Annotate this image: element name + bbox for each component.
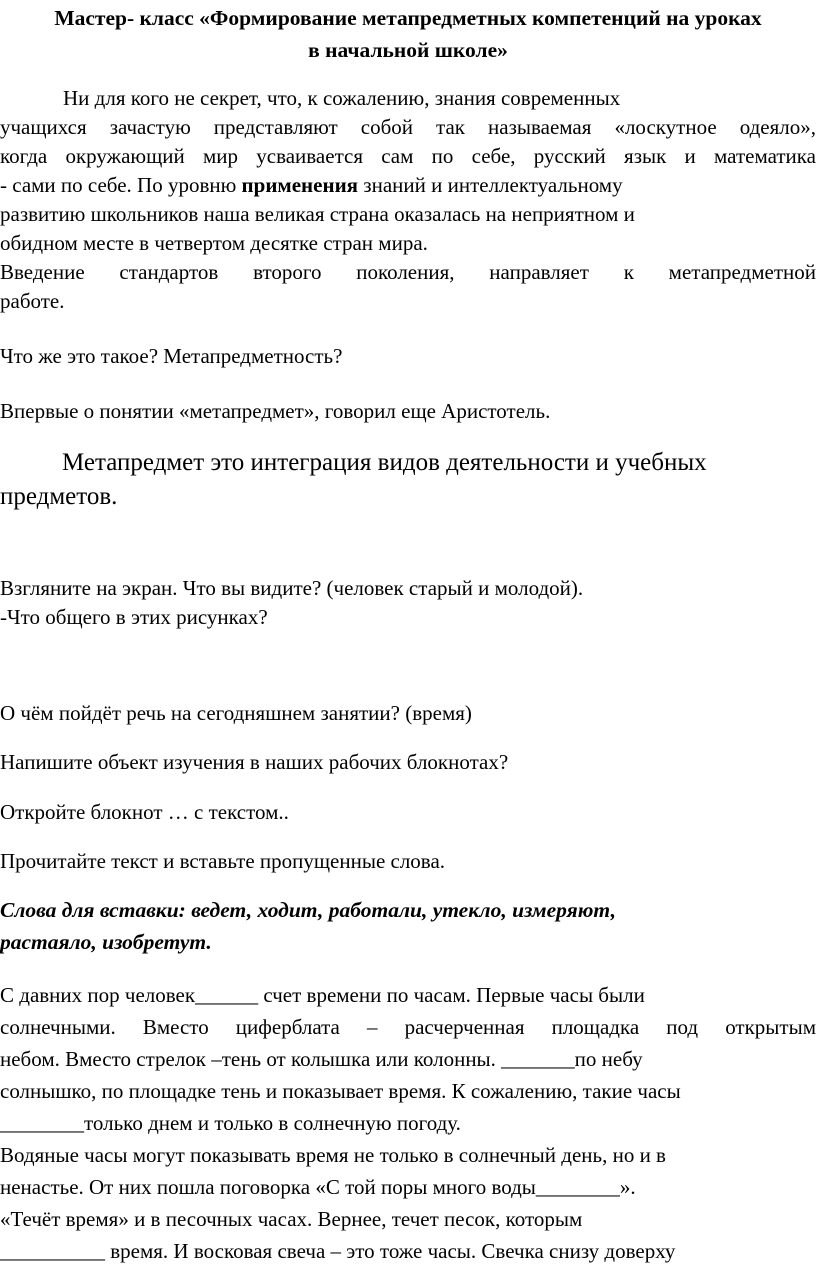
topic-question: О чём пойдёт речь на сегодняшнем занятии? (время) (0, 701, 472, 725)
intro-line-6: обидном месте в четвертом десятке стран мира. (0, 231, 428, 255)
title-line-2: в начальной школе» (308, 38, 508, 62)
intro-line-4 (0, 171, 816, 199)
document-title (0, 2, 816, 66)
story-line-5: ________только днем и только в солнечную погоду. (0, 1111, 461, 1135)
definition-line-1: Метапредмет это интеграция видов деятельности и учебных (62, 449, 707, 476)
story-line-1: С давних пор человек______ счет времени по часам. Первые часы были (0, 983, 645, 1007)
standards-line-2: работе. (0, 289, 65, 313)
aristotle-paragraph: Впервые о понятии «метапредмет», говорил еще Аристотель. (0, 399, 551, 423)
intro-line-3: когда окружающий мир усваивается сам по себе, русский язык и математика (0, 144, 816, 168)
story-line-8: «Течёт время» и в песочных часах. Вернее, течет песок, которым (0, 1207, 583, 1231)
story-line-6: Водяные часы могут показывать время не только в солнечный день, но и в (0, 1143, 666, 1167)
story-line-2: солнечными. Вместо циферблата – расчерченная площадка под открытым (0, 1015, 816, 1039)
words-line-1: Слова для вставки: ведет, ходит, работали, утекло, измеряют, (0, 898, 617, 922)
screen-line-1: Взгляните на экран. Что вы видите? (человек старый и молодой). (0, 576, 584, 600)
story-line-7: ненастье. От них пошла поговорка «С той поры много воды________». (0, 1175, 636, 1199)
story-line-3: небом. Вместо стрелок –тень от колышка или колонны. _______по небу (0, 1047, 643, 1071)
intro-line-2: учащихся зачастую представляют собой так называемая «лоскутное одеяло», (0, 115, 816, 139)
intro-bold-word: применения (241, 173, 359, 197)
intro-line-1: Ни для кого не секрет, что, к сожалению, знания современных (63, 86, 621, 110)
story-line-9: __________ время. И восковая свеча – это тоже часы. Свечка снизу доверху (0, 1239, 676, 1263)
title-line-1: Мастер- класс «Формирование метапредметных компетенций на уроках (54, 6, 762, 30)
screen-line-2: -Что общего в этих рисунках? (0, 605, 268, 629)
definition-line-2: предметов. (0, 483, 118, 510)
write-object-instruction: Напишите объект изучения в наших рабочих блокнотах? (0, 750, 509, 774)
standards-line-1: Введение стандартов второго поколения, направляет к метапредметной (0, 260, 816, 284)
intro-line-4-start: - сами по себе. По уровню (0, 173, 242, 197)
words-line-2: растаяло, изобретут. (0, 930, 212, 954)
open-notebook-instruction: Откройте блокнот … с текстом.. (0, 800, 289, 824)
read-text-instruction: Прочитайте текст и вставьте пропущенные слова. (0, 849, 446, 873)
meta-question: Что же это такое? Метапредметность? (0, 344, 343, 368)
intro-line-5: развитию школьников наша великая страна оказалась на неприятном и (0, 202, 635, 226)
intro-line-4-end: знаний и интеллектуальному (358, 173, 623, 197)
story-line-4: солнышко, по площадке тень и показывает время. К сожалению, такие часы (0, 1079, 681, 1103)
